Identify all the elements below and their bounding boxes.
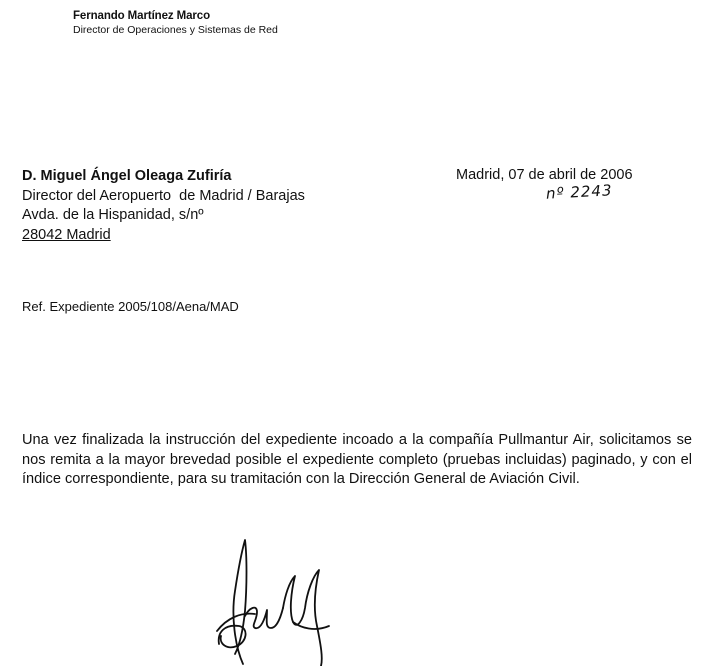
reference-line: Ref. Expediente 2005/108/Aena/MAD [22,299,239,314]
recipient-block [22,167,305,245]
sender-title: Director de Operaciones y Sistemas de Red [73,24,278,36]
handwritten-registration-number: nº 2243 [545,181,613,203]
letter-date: Madrid, 07 de abril de 2006 [456,167,633,183]
recipient-title: Director del Aeropuerto de Madrid / Barajas [22,187,305,204]
recipient-name: D. Miguel Ángel Oleaga Zufiría [22,168,232,184]
sender-name: Fernando Martínez Marco [73,10,210,22]
letter-body: Una vez finalizada la instrucción del expediente incoado a la compañía Pullmantur Air, solicitamos se nos remita a la mayor brevedad posible el expediente completo (pruebas incluidas) paginado, y con el índice correspondiente, para su tramitación con la Dirección General de Aviación Civil. [22,432,692,487]
signature-image [205,536,345,666]
letterhead [73,9,278,37]
recipient-address: Avda. de la Hispanidad, s/nº [22,207,204,223]
recipient-postal: 28042 Madrid [22,226,111,243]
